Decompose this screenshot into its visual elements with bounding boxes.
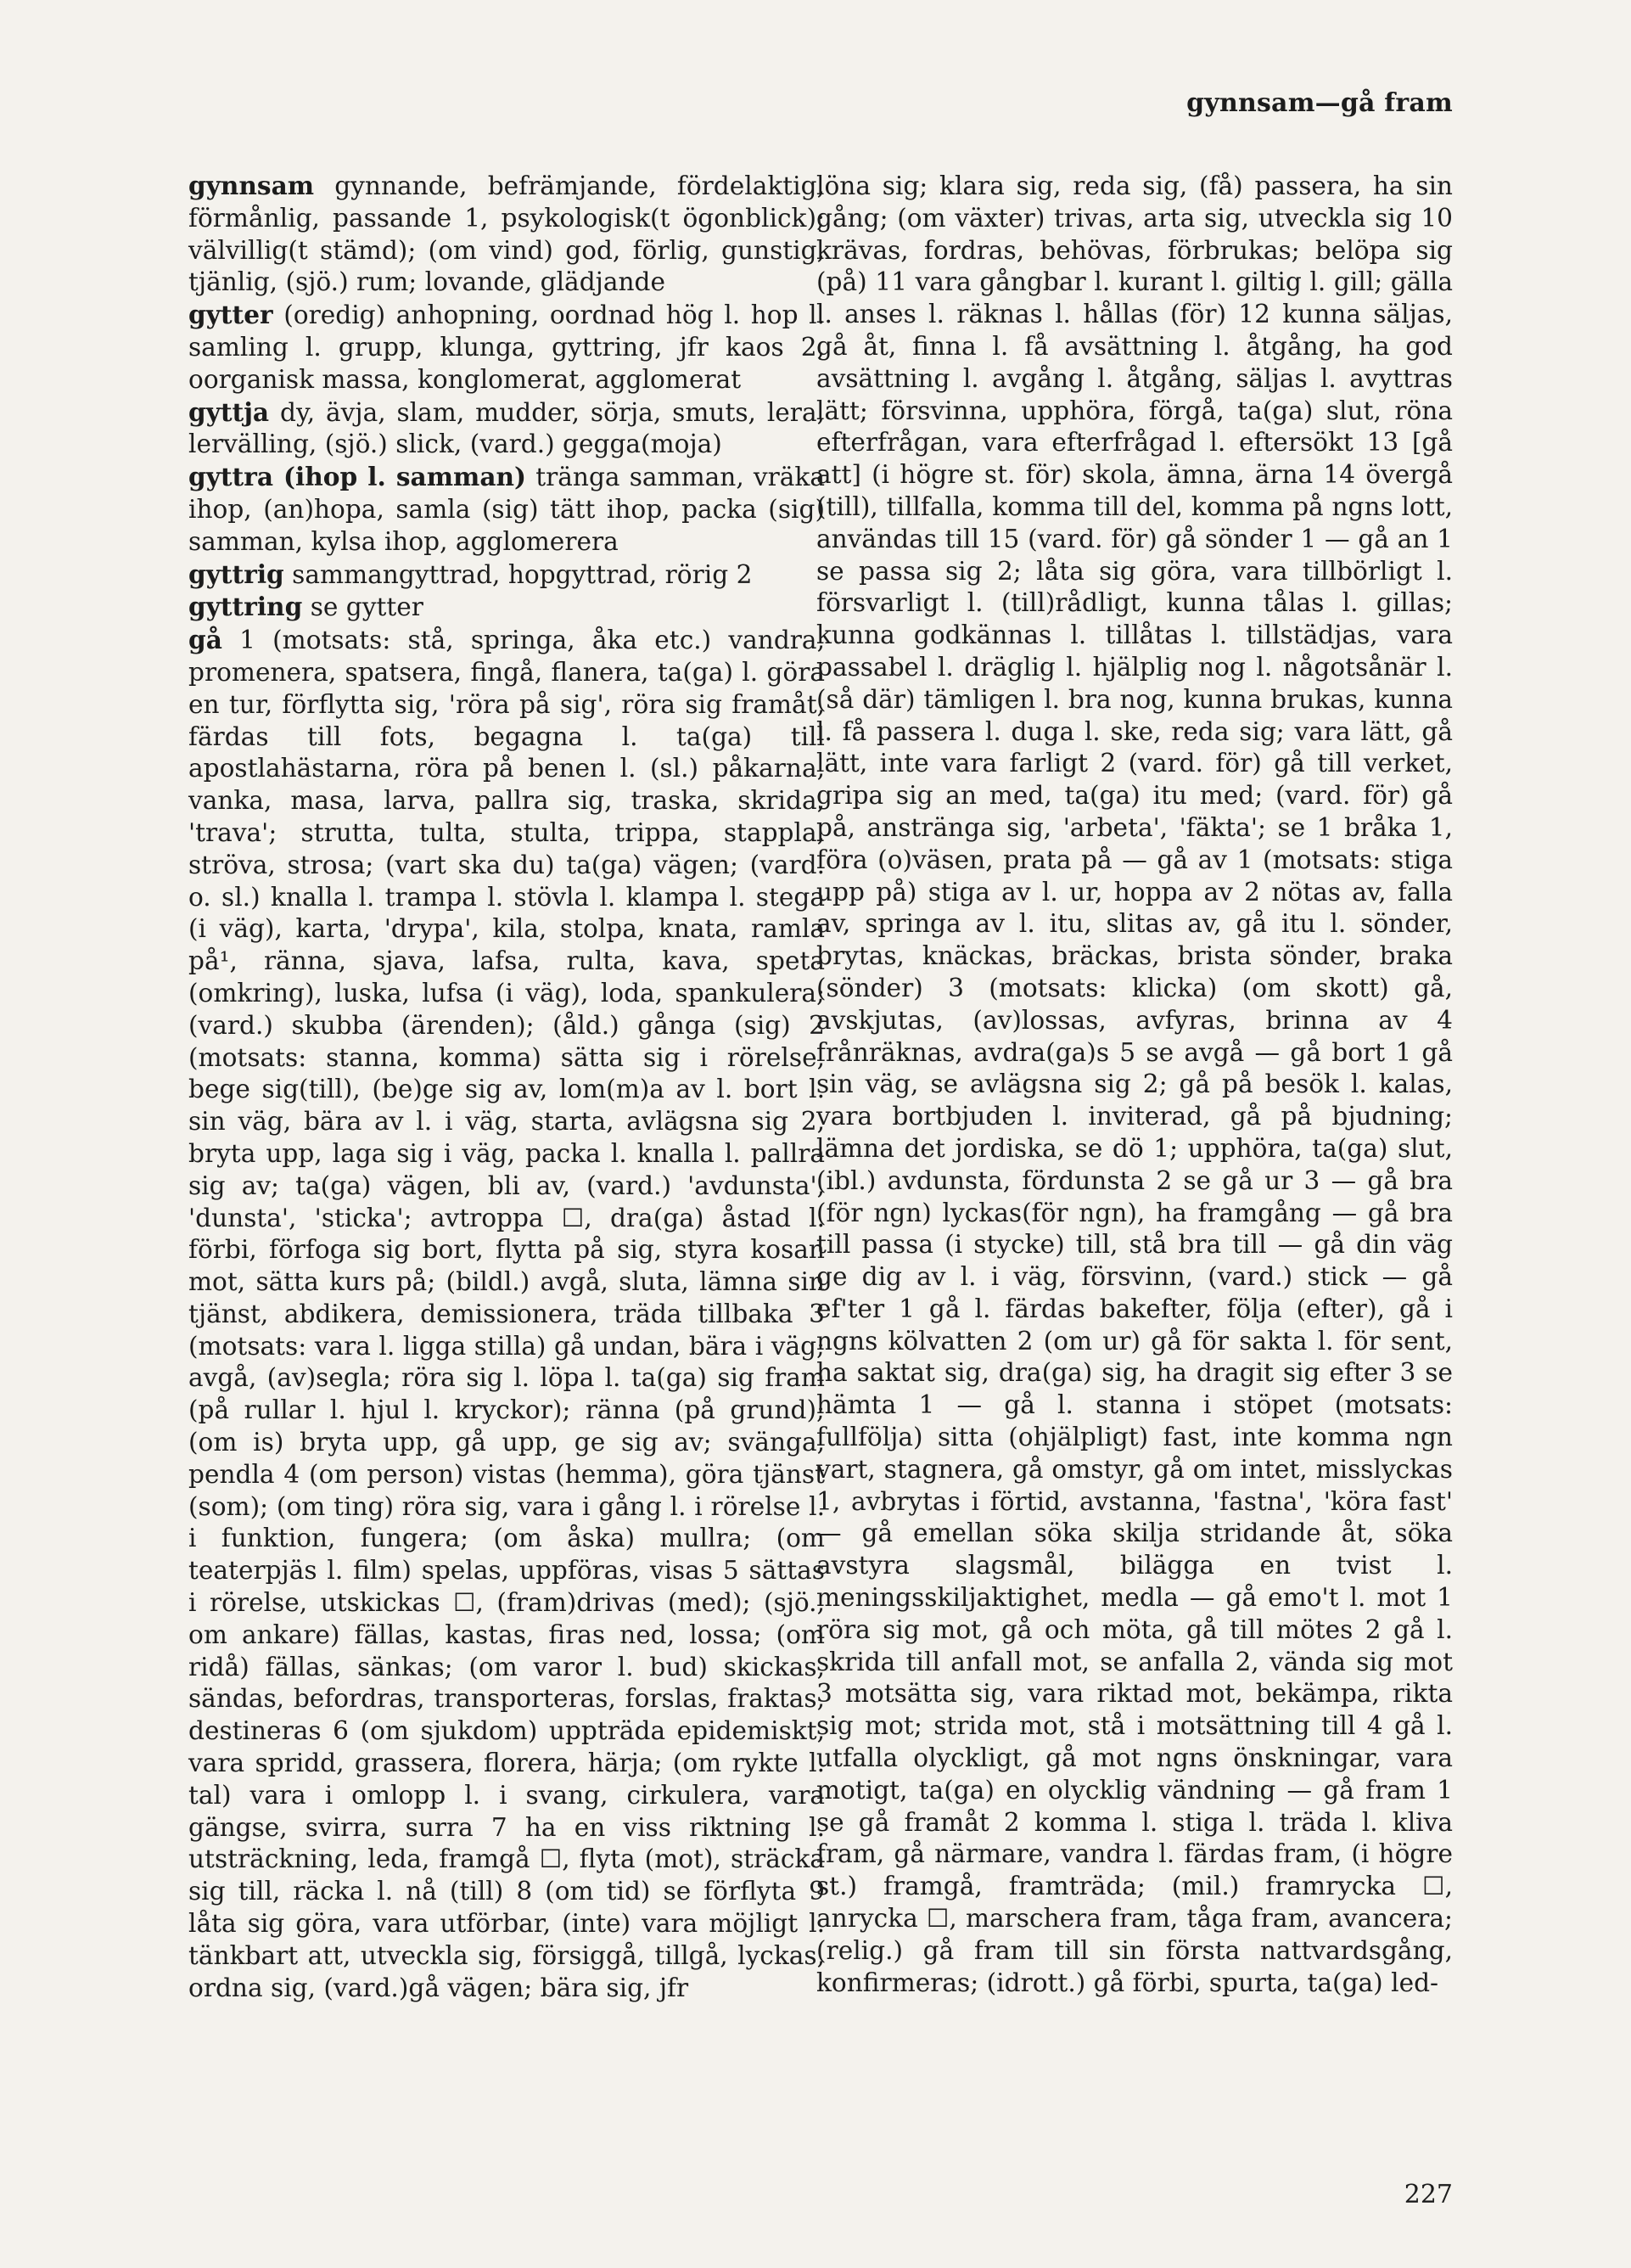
page-number: 227 [1404,2180,1453,2209]
headword: gytter [188,300,273,330]
entry-text: (oredig) anhopning, oordnad hög l. hop l. samling l. grupp, klunga, gyttring, jfr kaos 2, oorganisk massa, konglomerat, agglomerat [188,300,825,394]
running-head: gynnsam—gå fram [1186,88,1453,118]
right-column [816,170,1453,1999]
headword: gynnsam [188,171,315,200]
headword: gyttrig [188,559,284,589]
entry-text: dy, ävja, slam, mudder, sörja, smuts, lera, lervälling, (sjö.) slick, (vard.) gegga(moja) [188,397,825,459]
headword: gyttring [188,592,303,622]
entry-gynnsam [188,170,825,299]
headword: gå [188,625,222,655]
entry-text: se gytter [302,592,423,622]
entry-text: sammangyttrad, hopgyttrad, rörig 2 [283,559,753,589]
entry-text: löna sig; klara sig, reda sig, (få) passera, ha sin gång; (om växter) trivas, arta sig, utveckla sig 10 krävas, fordras, behövas, förbrukas; belöpa sig (på) 11 vara gångbar l. kurant l. giltig l. gill; gälla l. anses l. räknas l. hållas (för) 12 kunna säljas, gå åt, finna l. få avsättning l. åtgång, ha god avsättning l. avgång l. åtgång, säljas l. avyttras lätt; försvinna, upphöra, förgå, ta(ga) slut, röna efterfrågan, vara efterfrågad l. eftersökt 13 [gå att] (i högre st. för) skola, ämna, ärna 14 övergå (till), tillfalla, komma till del, komma på ngns lott, användas till 15 (vard. för) gå sönder 1 — gå an 1 se passa sig 2; låta sig göra, vara tillbörligt l. försvarligt l. (till)rådligt, kunna tålas l. gillas; kunna godkännas l. tillåtas l. tillstädjas, vara passabel l. dräglig l. hjälplig nog l. någotsånär l. (så där) tämligen l. bra nog, kunna brukas, kunna l. få passera l. duga l. ske, reda sig; vara lätt, gå lätt, inte vara farligt 2 (vard. för) gå till verket, gripa sig an med, ta(ga) itu med; (vard. för) gå på, anstränga sig, 'arbeta', 'fäkta'; se 1 bråka 1, föra (o)väsen, prata på — gå av 1 (motsats: stiga upp på) stiga av l. ur, hoppa av 2 nötas av, falla av, springa av l. itu, slitas av, gå itu l. sönder, brytas, knäckas, bräckas, brista sönder, braka (sönder) 3 (motsats: klicka) (om skott) gå, avskjutas, (av)lossas, avfyras, brinna av 4 frånräknas, avdra(ga)s 5 se avgå — gå bort 1 gå sin väg, se avlägsna sig 2; gå på besök l. kalas, vara bortbjuden l. inviterad, gå på bjudning; lämna det jordiska, se dö 1; upphöra, ta(ga) slut, (ibl.) avdunsta, fördunsta 2 se gå ur 3 — gå bra (för ngn) lyckas(för ngn), ha framgång — gå bra till passa (i stycke) till, stå bra till — gå din väg ge dig av l. i väg, försvinn, (vard.) stick — gå ef'ter 1 gå l. färdas bakefter, följa (efter), gå i ngns kölvatten 2 (om ur) gå för sakta l. för sent, ha saktat sig, dra(ga) sig, ha dragit sig efter 3 se hämta 1 — gå l. stanna i stöpet (motsats: fullfölja) sitta (ohjälpligt) fast, inte komma ngn vart, stagnera, gå omstyr, gå om intet, misslyckas 1, avbrytas i förtid, avstanna, 'fastna', 'köra fast' — gå emellan söka skilja stridande åt, söka avstyra slagsmål, bilägga en tvist l. meningsskiljaktighet, medla — gå emo't l. mot 1 röra sig mot, gå och möta, gå till mötes 2 gå l. skrida till anfall mot, se anfalla 2, vända sig mot 3 motsätta sig, vara riktad mot, bekämpa, rikta sig mot; strida mot, stå i motsättning till 4 gå l. utfalla olyckligt, gå mot ngns önskningar, vara motigt, ta(ga) en olycklig vändning — gå fram 1 se gå framåt 2 komma l. stiga l. träda l. kliva fram, gå närmare, vandra l. färdas fram, (i högre st.) framgå, framträda; (mil.) framrycka ☐, anrycka ☐, marschera fram, tåga fram, avancera; (relig.) gå fram till sin första nattvardsgång, konfirmeras; (idrott.) gå förbi, spurta, ta(ga) led- [816,171,1453,1997]
entry-gyttra [188,461,825,558]
entry-gyttja [188,396,825,462]
entry-ga-continued [816,170,1453,1999]
headword: gyttra (ihop l. samman) [188,462,527,492]
entry-ga [188,624,825,2004]
entry-gyttring [188,591,825,624]
entry-gyttrig [188,559,825,592]
entry-text: 1 (motsats: stå, springa, åka etc.) vandra, promenera, spatsera, fingå, flanera, ta(ga) l. göra en tur, förflytta sig, 'röra på sig', röra sig framåt, färdas till fots, begagna l. ta(ga) till apostlahästarna, röra på benen l. (sl.) påkarna, vanka, masa, larva, pallra sig, traska, skrida, 'trava'; strutta, tulta, stulta, trippa, stappla, ströva, strosa; (vart ska du) ta(ga) vägen; (vard. o. sl.) knalla l. trampa l. stövla l. klampa l. stega (i väg), karta, 'drypa', kila, stolpa, knata, ramla på¹, ränna, sjava, lafsa, rulta, kava, speta (omkring), luska, lufsa (i väg), loda, spankulera; (vard.) skubba (ärenden); (åld.) gånga (sig) 2 (motsats: stanna, komma) sätta sig i rörelse, bege sig(till), (be)ge sig av, lom(m)a av l. bort l. sin väg, bära av l. i väg, starta, avlägsna sig 2, bryta upp, laga sig i väg, packa l. knalla l. pallra sig av; ta(ga) vägen, bli av, (vard.) 'avdunsta', 'dunsta', 'sticka'; avtroppa ☐, dra(ga) åstad l. förbi, förfoga sig bort, flytta på sig, styra kosan mot, sätta kurs på; (bildl.) avgå, sluta, lämna sin tjänst, abdikera, demissionera, träda tillbaka 3 (motsats: vara l. ligga stilla) gå undan, bära i väg; avgå, (av)segla; röra sig l. löpa l. ta(ga) sig fram (på rullar l. hjul l. kryckor); ränna (på grund); (om is) bryta upp, gå upp, ge sig av; svänga, pendla 4 (om person) vistas (hemma), göra tjänst (som); (om ting) röra sig, vara i gång l. i rörelse l. i funktion, fungera; (om åska) mullra; (om teaterpjäs l. film) spelas, uppföras, visas 5 sättas i rörelse, utskickas ☐, (fram)drivas (med); (sjö., om ankare) fällas, kastas, firas ned, lossa; (om ridå) fällas, sänkas; (om varor l. bud) skickas, sändas, befordras, transporteras, forslas, fraktas, destineras 6 (om sjukdom) uppträda epidemiskt, vara spridd, grassera, florera, härja; (om rykte l. tal) vara i omlopp l. i svang, cirkulera, vara gängse, svirra, surra 7 ha en viss riktning l. utsträckning, leda, framgå ☐, flyta (mot), sträcka sig till, räcka l. nå (till) 8 (om tid) se förflyta 9 låta sig göra, vara utförbar, (inte) vara möjligt l. tänkbart att, utveckla sig, försiggå, tillgå, lyckas, ordna sig, (vard.)gå vägen; bära sig, jfr [188,626,825,2002]
headword: gyttja [188,396,270,427]
entry-text: gynnande, befrämjande, fördelaktig, förmånlig, passande 1, psykologisk(t ögonblick); välvillig(t stämd); (om vind) god, förlig, gunstig, tjänlig, (sjö.) rum; lovande, glädjande [188,171,825,297]
entry-gytter [188,299,825,396]
left-column [188,170,825,2004]
entry-text: tränga samman, vräka ihop, (an)hopa, samla (sig) tätt ihop, packa (sig) samman, kylsa ihop, agglomerera [188,463,825,556]
